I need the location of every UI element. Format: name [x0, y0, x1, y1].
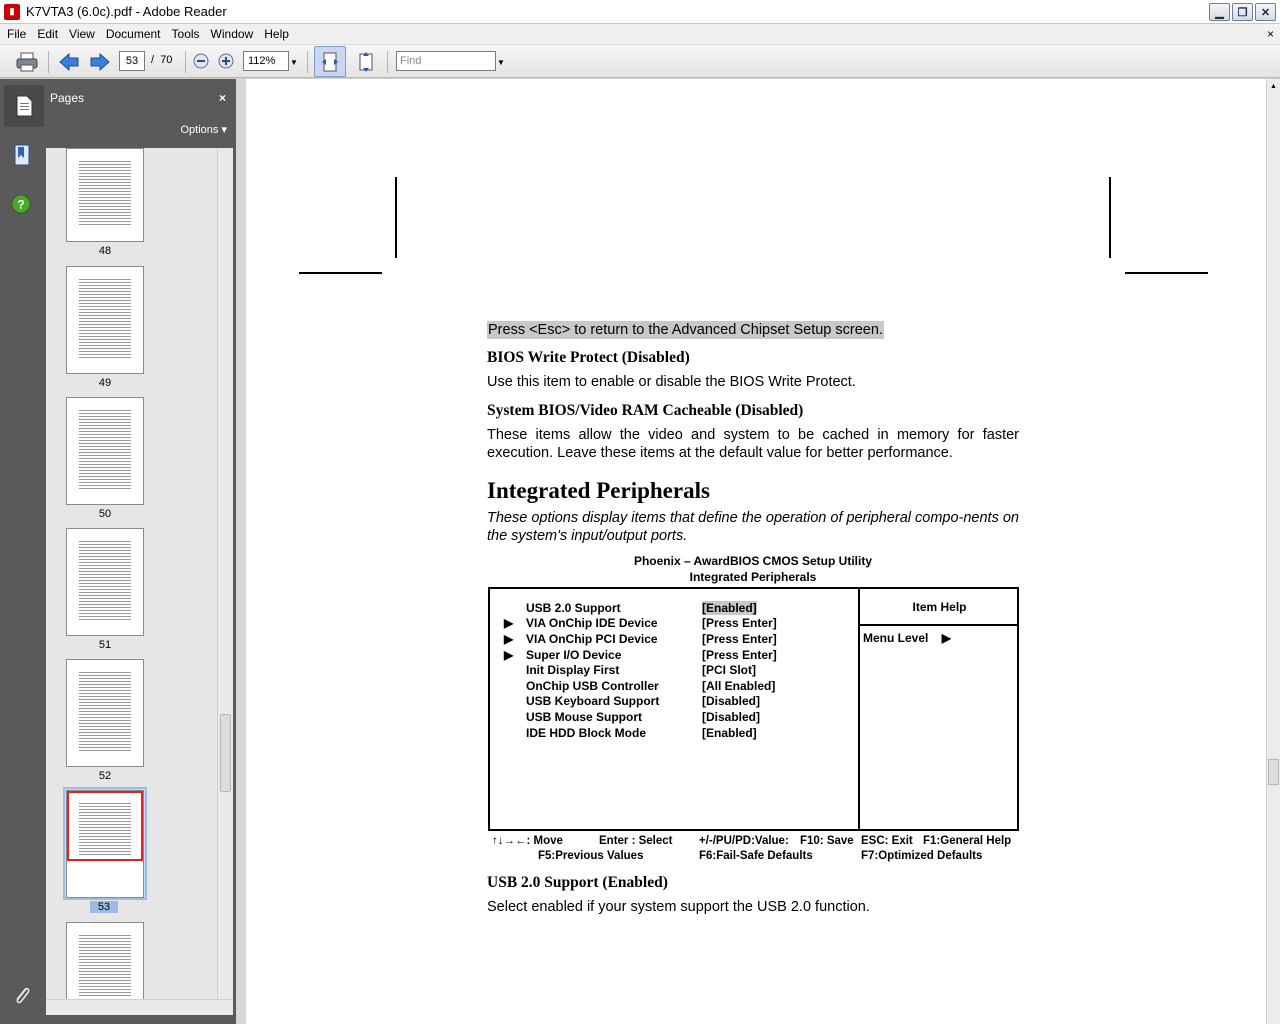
page-thumbnail-54[interactable]	[66, 922, 144, 999]
page-thumbnail-label: 51	[98, 639, 112, 651]
bios-row-arrow-icon: ▶	[504, 632, 514, 646]
bios-write-text: Use this item to enable or disable the BIOS Write Protect.	[487, 374, 856, 390]
bios-row-value: [All Enabled]	[702, 679, 776, 693]
scroll-up-icon[interactable]: ▲	[1270, 83, 1277, 90]
page-thumbnail-52[interactable]	[66, 659, 144, 767]
navigation-rail	[0, 79, 44, 1024]
zoom-dropdown-icon[interactable]: ▼	[290, 57, 298, 67]
pages-panel-icon[interactable]	[4, 85, 44, 127]
bios-key-save: F10: Save	[800, 835, 854, 847]
page-thumbnail-49[interactable]	[66, 266, 144, 374]
page-thumbnail-50[interactable]	[66, 397, 144, 505]
pages-panel-close-button[interactable]: ×	[218, 91, 226, 105]
crop-mark	[395, 177, 397, 258]
menu-file[interactable]: File	[7, 27, 27, 41]
close-document-button[interactable]: ×	[1266, 27, 1274, 41]
document-vertical-scrollbar[interactable]	[1266, 79, 1280, 1024]
minimize-button[interactable]: ▁	[1209, 3, 1230, 21]
bios-row-value: [PCI Slot]	[702, 663, 756, 677]
restore-button[interactable]: ❐	[1232, 3, 1253, 21]
bios-row-label: Init Display First	[526, 663, 620, 677]
section-heading: Integrated Peripherals	[487, 478, 710, 503]
thumbnails-scroll-thumb[interactable]	[220, 714, 231, 792]
section-intro: These options display items that define the operation of peripheral compo-nents on the system's input/output ports.	[487, 510, 1019, 544]
page-thumbnails	[46, 148, 217, 999]
zoom-out-icon[interactable]	[192, 52, 210, 70]
cacheable-heading: System BIOS/Video RAM Cacheable (Disabled)	[487, 402, 804, 419]
menu-help[interactable]: Help	[264, 27, 289, 41]
page-thumbnail-label: 50	[98, 508, 112, 520]
bios-key-exit: ESC: Exit	[861, 835, 913, 847]
crop-mark	[1125, 272, 1208, 274]
page-thumbnail-label: 49	[98, 377, 112, 389]
bios-row-label: USB Keyboard Support	[526, 694, 660, 708]
bios-caption-subtitle: Integrated Peripherals	[689, 570, 817, 584]
esc-instruction: Press <Esc> to return to the Advanced Chipset Setup screen.	[488, 322, 883, 338]
bios-row-arrow-icon: ▶	[504, 648, 514, 662]
usb-heading: USB 2.0 Support (Enabled)	[487, 874, 668, 891]
bios-key-value: +/-/PU/PD:Value:	[699, 835, 789, 847]
menu-level-arrow-icon: ▶	[941, 631, 951, 645]
bios-row-value: [Press Enter]	[702, 648, 777, 662]
cacheable-text: These items allow the video and system to be cached in memory for faster execution. Leave these items at the default value for better performance.	[487, 427, 1019, 461]
print-icon[interactable]	[14, 50, 40, 74]
bios-key-move: ↑↓→←: Move	[492, 835, 563, 847]
page-thumbnail-label: 52	[98, 770, 112, 782]
toolbar	[0, 45, 1280, 78]
bios-key-failsafe: F6:Fail-Safe Defaults	[699, 850, 813, 862]
bios-key-previous: F5:Previous Values	[538, 850, 644, 862]
page-thumbnail-label: 48	[98, 245, 112, 257]
menu-view[interactable]: View	[69, 27, 95, 41]
page-thumbnail-48[interactable]	[66, 148, 144, 242]
visible-area-indicator[interactable]	[67, 791, 143, 861]
item-help-header: Item Help	[860, 589, 1019, 626]
find-input[interactable]: Find	[396, 51, 496, 71]
bios-row-label: USB Mouse Support	[526, 710, 642, 724]
bios-row-value: [Enabled]	[702, 601, 757, 615]
previous-page-icon[interactable]	[58, 51, 80, 73]
menu-document[interactable]: Document	[105, 27, 161, 41]
bios-row-arrow-icon: ▶	[504, 616, 514, 630]
panel-splitter[interactable]	[236, 79, 246, 1024]
bios-row-value: [Disabled]	[702, 694, 761, 708]
bios-row-label: IDE HDD Block Mode	[526, 726, 647, 740]
pages-panel-title: Pages	[50, 91, 85, 105]
help-icon[interactable]	[10, 193, 32, 215]
bios-row-value: [Enabled]	[702, 726, 757, 740]
menu-bar	[0, 24, 1280, 45]
pages-options-button[interactable]: Options ▾	[180, 124, 227, 136]
title-bar	[0, 0, 1280, 24]
bios-caption-title: Phoenix – AwardBIOS CMOS Setup Utility	[633, 554, 873, 568]
pages-panel-header	[44, 79, 236, 149]
page-thumbnail-51[interactable]	[66, 528, 144, 636]
zoom-in-icon[interactable]	[217, 52, 235, 70]
close-button[interactable]: ✕	[1255, 3, 1276, 21]
window-controls	[1209, 3, 1276, 21]
thumbnails-vertical-scrollbar[interactable]	[217, 148, 233, 999]
page-number-input[interactable]: 53	[119, 51, 145, 71]
bios-row-value: [Press Enter]	[702, 616, 777, 630]
usb-text: Select enabled if your system support the USB 2.0 function.	[487, 899, 870, 915]
page-thumbnail-label: 53	[90, 901, 118, 913]
bios-row-value: [Press Enter]	[702, 632, 777, 646]
fit-width-icon[interactable]	[314, 46, 346, 77]
bios-row-label: VIA OnChip PCI Device	[526, 632, 658, 646]
bios-row-label: OnChip USB Controller	[526, 679, 659, 693]
bios-row-label: Super I/O Device	[526, 648, 622, 662]
menu-window[interactable]: Window	[210, 27, 254, 41]
fit-page-icon[interactable]	[354, 51, 378, 73]
bios-write-heading: BIOS Write Protect (Disabled)	[487, 349, 690, 366]
svg-text:?: ?	[17, 197, 25, 212]
menu-tools[interactable]: Tools	[171, 27, 200, 41]
bios-row-label: VIA OnChip IDE Device	[526, 616, 658, 630]
menu-level: Menu Level ▶	[863, 631, 951, 645]
zoom-level-select[interactable]: 112%	[243, 51, 289, 71]
find-dropdown-icon[interactable]: ▼	[497, 57, 505, 67]
crop-mark	[1109, 177, 1111, 258]
window-title: K7VTA3 (6.0c).pdf - Adobe Reader	[26, 4, 227, 19]
next-page-icon[interactable]	[89, 51, 111, 73]
page-total: / 70	[151, 54, 173, 66]
pages-panel	[44, 79, 236, 1024]
attachments-icon[interactable]	[10, 983, 34, 1009]
bios-key-help: F1:General Help	[923, 835, 1012, 847]
document-scroll-thumb[interactable]	[1268, 759, 1279, 785]
bios-key-select: Enter : Select	[599, 835, 673, 847]
thumbnails-horizontal-scrollbar[interactable]	[46, 999, 233, 1015]
page-thumbnail-53[interactable]	[66, 790, 144, 898]
bios-row-label: USB 2.0 Support	[526, 601, 621, 615]
bios-key-optimized: F7:Optimized Defaults	[861, 850, 983, 862]
crop-mark	[299, 272, 382, 274]
adobe-pdf-icon: ▮	[4, 4, 20, 20]
bookmarks-icon[interactable]	[10, 143, 34, 167]
menu-edit[interactable]: Edit	[37, 27, 59, 41]
bios-row-value: [Disabled]	[702, 710, 761, 724]
